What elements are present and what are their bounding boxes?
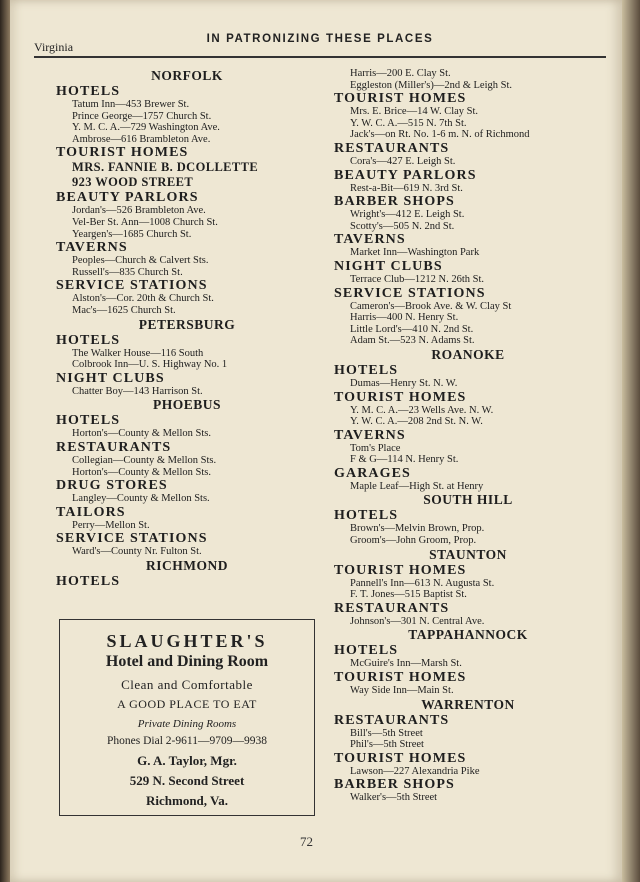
slaughters-advertisement xyxy=(59,619,315,816)
listing-entry: McGuire's Inn—Marsh St. xyxy=(350,658,462,670)
category-heading: HOTELS xyxy=(56,413,121,429)
ad-tagline: Clean and Comfortable xyxy=(121,677,253,692)
ad-manager: G. A. Taylor, Mgr. xyxy=(137,753,237,768)
category-heading: SERVICE STATIONS xyxy=(56,531,208,547)
listing-entry: Colbrook Inn—U. S. Highway No. 1 xyxy=(72,359,228,371)
listing-entry: Collegian—County & Mellon Sts. xyxy=(72,454,217,466)
ad-subtitle: Hotel and Dining Room xyxy=(105,653,269,670)
listing-entry: Johnson's—301 N. Central Ave. xyxy=(350,615,485,627)
listing-entry: Yeargen's—1685 Church St. xyxy=(72,228,192,240)
category-heading: HOTELS xyxy=(334,508,399,524)
category-heading: TOURIST HOMES xyxy=(334,91,467,107)
category-heading: TAVERNS xyxy=(334,232,406,248)
category-heading: TOURIST HOMES xyxy=(334,562,467,578)
listing-entry: Dumas—Henry St. N. W. xyxy=(350,377,458,389)
listing-entry: Walker's—5th Street xyxy=(350,792,438,804)
listing-entry: Y. M. C. A.—23 Wells Ave. N. W. xyxy=(350,404,494,416)
city-heading: WARRENTON xyxy=(421,696,515,712)
category-heading: BARBER SHOPS xyxy=(334,777,455,793)
category-heading: RESTAURANTS xyxy=(56,439,172,455)
listing-entry: 923 WOOD STREET xyxy=(72,175,194,190)
listing-entry: Groom's—John Groom, Prop. xyxy=(350,535,477,547)
city-heading: ROANOKE xyxy=(431,346,505,362)
listing-entry: Prince George—1757 Church St. xyxy=(72,110,212,122)
listing-entry: Terrace Club—1212 N. 26th St. xyxy=(350,273,484,285)
category-heading: TAVERNS xyxy=(56,240,128,256)
category-heading: NIGHT CLUBS xyxy=(334,258,443,274)
city-heading: SOUTH HILL xyxy=(423,492,513,508)
category-heading: HOTELS xyxy=(56,573,121,589)
listing-entry: Wright's—412 E. Leigh St. xyxy=(350,209,465,221)
left-column xyxy=(56,68,318,589)
listing-entry: Y. W. C. A.—515 N. 7th St. xyxy=(350,117,467,129)
listing-entry: Y. W. C. A.—208 2nd St. N. W. xyxy=(350,416,483,428)
category-heading: TAVERNS xyxy=(334,427,406,443)
page-number: 72 xyxy=(300,834,313,849)
listing-entry: Mac's—1625 Church St. xyxy=(72,304,176,316)
category-heading: TOURIST HOMES xyxy=(334,670,467,686)
city-heading: NORFOLK xyxy=(151,68,223,83)
running-head-title: IN PATRONIZING THESE PLACES xyxy=(206,33,434,45)
ad-phones: Phones Dial 2-9611—9709—9938 xyxy=(107,735,267,747)
category-heading: BEAUTY PARLORS xyxy=(56,190,199,206)
category-heading: TAILORS xyxy=(56,504,126,520)
listing-entry: Mrs. E. Brice—14 W. Clay St. xyxy=(350,106,479,118)
category-heading: RESTAURANTS xyxy=(334,140,450,156)
listing-entry: F. T. Jones—515 Baptist St. xyxy=(350,589,467,601)
category-heading: HOTELS xyxy=(56,332,121,348)
category-heading: GARAGES xyxy=(334,465,411,481)
category-heading: TOURIST HOMES xyxy=(334,389,467,405)
listing-entry: Tatum Inn—453 Brewer St. xyxy=(72,99,190,110)
listing-entry: Harris—400 N. Henry St. xyxy=(350,312,459,324)
listing-entry: MRS. FANNIE B. DCOLLETTE xyxy=(72,160,259,175)
listing-entry: Way Side Inn—Main St. xyxy=(350,685,454,697)
listing-entry: Harris—200 E. Clay St. xyxy=(350,68,451,79)
ad-slogan: A GOOD PLACE TO EAT xyxy=(117,697,257,711)
listing-entry: Bill's—5th Street xyxy=(350,727,423,739)
listing-entry: Cora's—427 E. Leigh St. xyxy=(350,155,456,167)
category-heading: NIGHT CLUBS xyxy=(56,370,165,386)
city-heading: PHOEBUS xyxy=(152,397,221,413)
listing-entry: Maple Leaf—High St. at Henry xyxy=(350,480,484,492)
category-heading: HOTELS xyxy=(56,84,121,99)
listing-entry: Horton's—County & Mellon Sts. xyxy=(72,466,211,478)
book-spine xyxy=(0,0,10,882)
listing-entry: Langley—County & Mellon Sts. xyxy=(72,493,210,505)
listing-entry: Y. M. C. A.—729 Washington Ave. xyxy=(72,122,220,134)
category-heading: HOTELS xyxy=(334,643,399,659)
header-rule xyxy=(34,56,606,58)
ad-name: SLAUGHTER'S xyxy=(106,631,268,651)
listing-entry: Jordan's—526 Brambleton Ave. xyxy=(72,205,206,217)
listing-entry: Chatter Boy—143 Harrison St. xyxy=(72,385,203,397)
listing-entry: Horton's—County & Mellon Sts. xyxy=(72,428,211,440)
category-heading: SERVICE STATIONS xyxy=(56,278,208,294)
listing-entry: Perry—Mellon St. xyxy=(72,519,150,531)
city-heading: TAPPAHANNOCK xyxy=(408,627,528,643)
listing-entry: Ward's—County Nr. Fulton St. xyxy=(72,546,202,558)
listing-entry: Alston's—Cor. 20th & Church St. xyxy=(72,293,214,305)
category-heading: SERVICE STATIONS xyxy=(334,285,486,301)
category-heading: DRUG STORES xyxy=(56,478,168,494)
category-heading: TOURIST HOMES xyxy=(56,145,189,161)
listing-entry: Eggleston (Miller's)—2nd & Leigh St. xyxy=(350,79,513,91)
ad-dining-rooms: Private Dining Rooms xyxy=(137,718,237,730)
listing-entry: Adam St.—523 N. Adams St. xyxy=(350,335,475,347)
city-heading: PETERSBURG xyxy=(138,316,236,332)
listing-entry: Peoples—Church & Calvert Sts. xyxy=(72,255,209,267)
listing-entry: Little Lord's—410 N. 2nd St. xyxy=(350,323,474,335)
listing-entry: F & G—114 N. Henry St. xyxy=(350,454,459,466)
category-heading: HOTELS xyxy=(334,362,399,378)
listing-entry: Rest-a-Bit—619 N. 3rd St. xyxy=(350,182,463,194)
listing-entry: Phil's—5th Street xyxy=(350,739,424,751)
category-heading: BARBER SHOPS xyxy=(334,194,455,210)
listing-entry: The Walker House—116 South xyxy=(72,347,204,359)
listing-entry: Market Inn—Washington Park xyxy=(350,247,480,259)
listing-entry: Cameron's—Brook Ave. & W. Clay St xyxy=(350,300,512,312)
listing-entry: Russell's—835 Church St. xyxy=(72,266,183,278)
listing-entry: Pannell's Inn—613 N. Augusta St. xyxy=(350,577,495,589)
listing-entry: Vel-Ber St. Ann—1008 Church St. xyxy=(72,216,218,228)
ad-city: Richmond, Va. xyxy=(146,793,228,808)
listing-entry: Tom's Place xyxy=(350,442,401,454)
listing-entry: Lawson—227 Alexandria Pike xyxy=(350,765,480,777)
category-heading: BEAUTY PARLORS xyxy=(334,167,477,183)
category-heading: RESTAURANTS xyxy=(334,600,450,616)
listing-entry: Jack's—on Rt. No. 1-6 m. N. of Richmond xyxy=(350,129,530,141)
city-heading: STAUNTON xyxy=(429,546,507,562)
listing-entry: Scotty's—505 N. 2nd St. xyxy=(350,220,455,232)
city-heading: RICHMOND xyxy=(146,557,228,573)
page-edge xyxy=(622,0,640,882)
listing-entry: Ambrose—616 Brambleton Ave. xyxy=(72,133,211,145)
running-head-state: Virginia xyxy=(34,40,74,54)
right-column xyxy=(334,68,602,804)
listing-entry: Brown's—Melvin Brown, Prop. xyxy=(350,523,485,535)
category-heading: RESTAURANTS xyxy=(334,712,450,728)
category-heading: TOURIST HOMES xyxy=(334,750,467,766)
ad-address: 529 N. Second Street xyxy=(129,773,245,788)
